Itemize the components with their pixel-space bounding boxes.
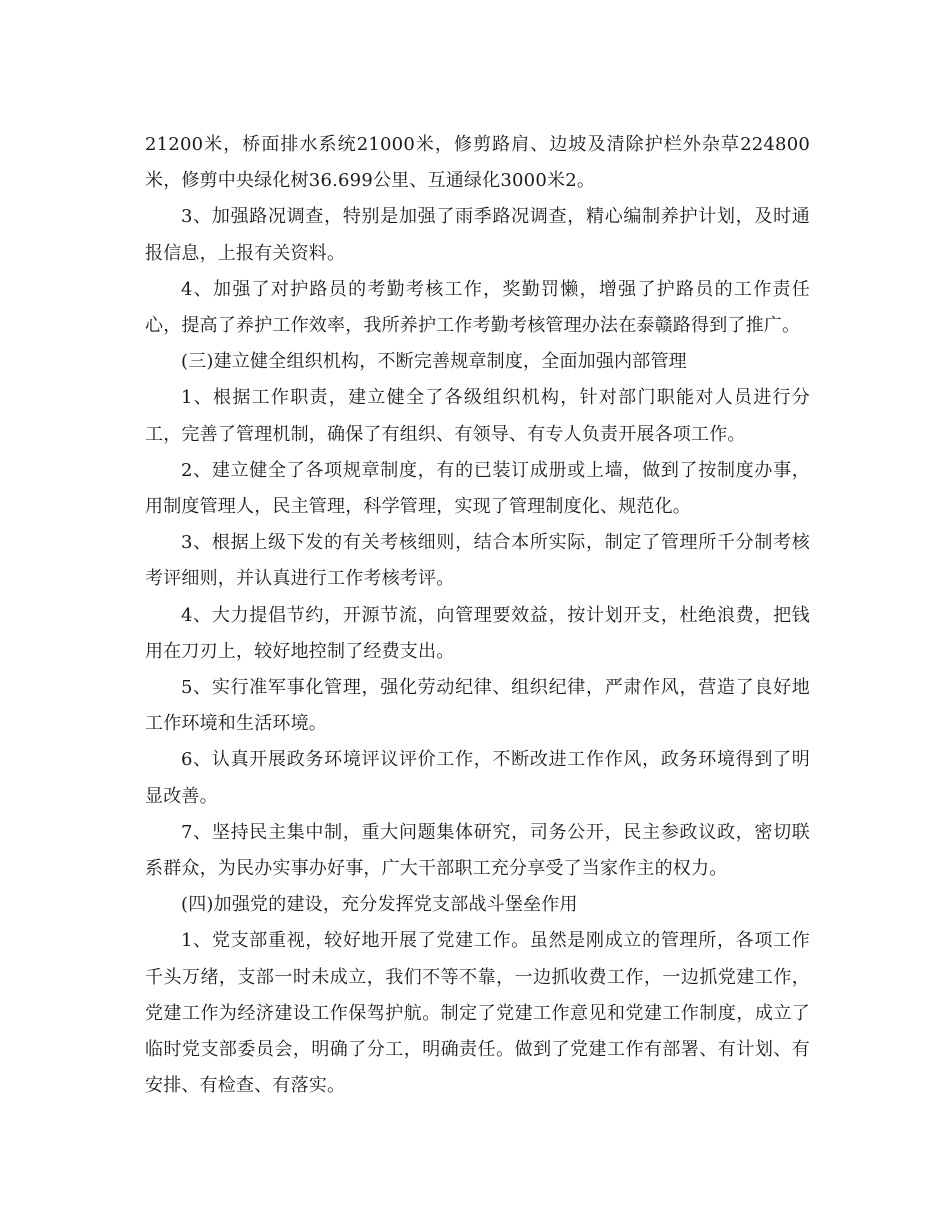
- section-heading-4: (四)加强党的建设，充分发挥党支部战斗堡垒作用: [181, 894, 578, 916]
- section-heading-3: (三)建立健全组织机构，不断完善规章制度，全面加强内部管理: [181, 351, 687, 373]
- paragraph-item-1-party-building: 1、党支部重视，较好地开展了党建工作。虽然是刚成立的管理所，各项工作千头万绪，支部一时未成立，我们不等不靠，一边抓收费工作，一边抓党建工作，党建工作为经济建设工作保驾护航。制定了党建工作意见和党建工作制度，成立了临时党支部委员会，明确了分工，明确责任。做到了党建工作有部署、有计划、有安排、有检查、有落实。: [145, 930, 810, 1097]
- paragraph-item-3-assessment: 3、根据上级下发的有关考核细则，结合本所实际，制定了管理所千分制考核考评细则，并认真进行工作考核考评。: [145, 532, 810, 590]
- paragraph-item-1-organization: 1、根据工作职责，建立健全了各级组织机构，针对部门职能对人员进行分工，完善了管理机制，确保了有组织、有领导、有专人负责开展各项工作。: [145, 387, 810, 445]
- paragraph-item-6-environment: 6、认真开展政务环境评议评价工作，不断改进工作作风，政务环境得到了明显改善。: [145, 749, 810, 807]
- document-page: [145, 127, 810, 1104]
- paragraph-continuation: 21200米，桥面排水系统21000米，修剪路肩、边坡及清除护栏外杂草224800米，修剪中央绿化树36.699公里、互通绿化3000米2。: [145, 134, 810, 192]
- paragraph-item-2-regulations: 2、建立健全了各项规章制度，有的已装订成册或上墙，做到了按制度办事，用制度管理人，民主管理，科学管理，实现了管理制度化、规范化。: [145, 459, 810, 518]
- paragraph-item-4-attendance: 4、加强了对护路员的考勤考核工作，奖勤罚懒，增强了护路员的工作责任心，提高了养护工作效率，我所养护工作考勤考核管理办法在泰赣路得到了推广。: [145, 278, 810, 337]
- paragraph-item-4-economy: 4、大力提倡节约，开源节流，向管理要效益，按计划开支，杜绝浪费，把钱用在刀刃上，较好地控制了经费支出。: [145, 604, 810, 662]
- paragraph-item-7-democracy: 7、坚持民主集中制，重大问题集体研究，司务公开，民主参政议政，密切联系群众，为民办实事办好事，广大干部职工充分享受了当家作主的权力。: [145, 821, 810, 880]
- paragraph-item-3-road-survey: 3、加强路况调查，特别是加强了雨季路况调查，精心编制养护计划，及时通报信息，上报有关资料。: [145, 206, 810, 264]
- paragraph-item-5-discipline: 5、实行准军事化管理，强化劳动纪律、组织纪律，严肃作风，营造了良好地工作环境和生活环境。: [145, 677, 810, 735]
